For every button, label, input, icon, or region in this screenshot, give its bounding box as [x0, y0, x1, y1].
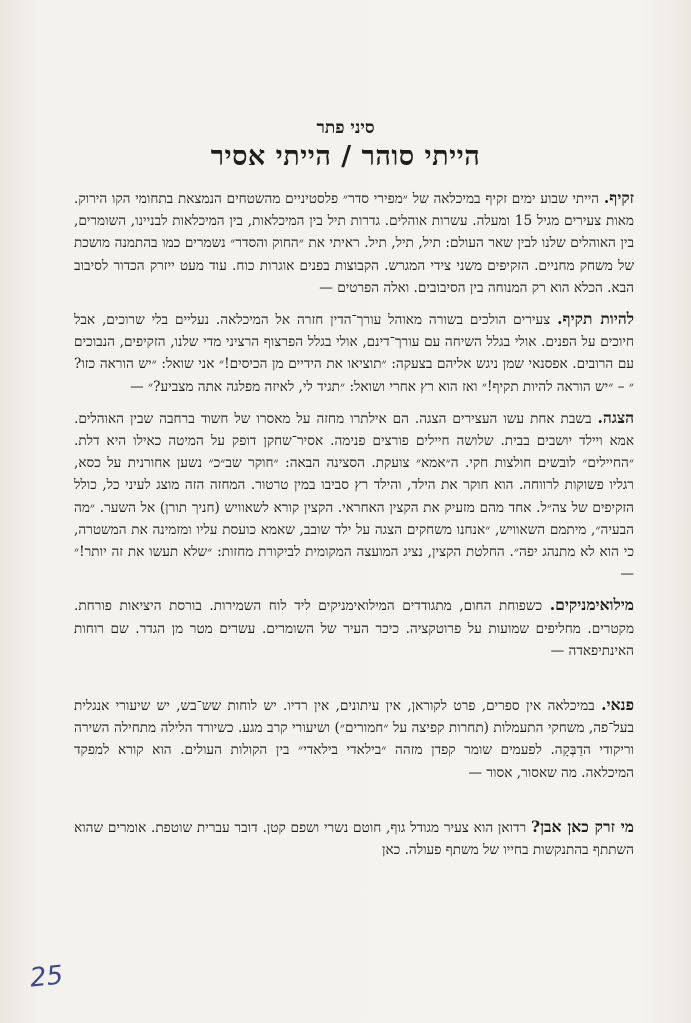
paragraph-text: בשבת אחת עשו העצירים הצגה. הם אילתרו מחזה על מאסרו של חשוד ברחבה שבין האוהלים. אמא ויילד יושבים בבית. שלושה חיילים פורצים פנימה. אסיר־שחקן דופק על המיטה כאילו היא דלת. ״החיילים״ לובשים חולצות חקי. ה״אמא״ צועקת. הסצינה הבאה: ״חוקר שב״כ״ נשען אחורנית על כסא, רגליו פשוקות לרווחה. הוא חוקר את הילד, והילד רץ סביבו במין טרטור. המחזה הזה מוצג לעיני כל, כולל הזקיפים של צה״ל. אחד מהם מזעיק את הקצין האחראי. הקצין קורא לשאוויש (חניך תורן) אל השער. ״מה הבעיה״, מיתמם השאוויש, ״אנחנו משחקים הצגה על ילד שובב, שאמא כועסת עליו ומזמינה את המשטרה, כי הוא לא מתנהג יפה״. החלטת הקצין, נציג המועצה המקומית לביקורת מחזות: ״שלא תעשו את זה יותר!״ — [74, 410, 634, 583]
article-body [74, 187, 634, 870]
paragraph-guard [74, 187, 634, 299]
article-title: הייתי סוהר / הייתי אסיר [210, 141, 481, 172]
paragraph-text: הייתי שבוע ימים זקיף במיכלאה של ״מפירי סדר״ פלסטיניים מהשטחים הנמצאת בתחומי הקו הירוק. מאות צעירים מגיל 15 ומעלה. עשרות אוהלים. גדרות תיל בין המיכלאות, בין המיכלאות לבניינו, השומרים, בין האוהלים שלנו לבין שאר העולם: תיל, תיל, תיל. ראיתי את ״החוק והסדר״ נשמרים כמו בהתמנה מושכת של משחק מחניים. הזקיפים משני צידי המגרש. הקבוצות בפנים אוגרות כוח. עוד מעט ייזרק הכדור לסיבוב הבא. הכלא הוא רק המנוחה בין הסיבובים. ואלה הפרטים — [74, 191, 634, 296]
paragraph-heading: זקיף. [603, 188, 634, 207]
paragraph-text: כשפוחת החום, מתגודדים המילואימניקים ליד לוח השמירות. בורסת היציאות פורחת. מקטרים. מחליפים שמועות על פרוטקציה. כיכר העיר של השומרים. עשרים מטר מן הגדר. שם רוחות האינתיפאדה — [74, 598, 634, 659]
paragraph-stone [74, 816, 634, 861]
paragraph-text: במיכלאה אין ספרים, פרט לקוראן, אין עיתונים, אין רדיו. יש לוחות שש־בש, יש שיעורי אנגלית בעל־פה, משחקי התעמלות (תחרות קפיצה על ״חמורים״) ושיעורי קרב מגע. כשיורד הלילה מתחילה השירה וריקודי הדַבְּקָה. לפעמים שומר קפדן מזהה ״בילאדי בילאדי״ בין הקולות העולים. הוא קורא למפקד המיכלאה. מה שאסור, אסור — [74, 698, 634, 781]
paragraph-leisure [74, 694, 634, 784]
handwritten-page-number: 25 [28, 960, 65, 994]
paragraph-be-firm [74, 308, 634, 398]
paragraph-text: צעירים הולכים בשורה מאוהל עורך־הדין חזרה אל המיכלאה. נעליים בלי שרוכים, אבל חיוכים על הפנים. אולי בגלל השיחה עם עורך־דינם, אולי בגלל הפרצוף הרציני מדי שלנו, הזקיפים, הנבוכים עם הרובים. אפסנאי שמן ניגש אליהם בצעקה: ״תוציאו את הידיים מן הכיסים!״ אני שואל: ״יש הוראה כזו?״ – ״יש הוראה להיות תקיף!״ ואז הוא רץ אחרי ושואל: ״תגיד לי, לאיזה מפלגה אתה מצביע?״ — [74, 312, 634, 395]
paragraph-heading: פנאי. [601, 695, 634, 715]
paragraph-heading: מי זרק כאן אבן? [531, 816, 634, 836]
paragraph-play [74, 407, 634, 586]
author-name: סיני פתר [316, 118, 375, 138]
paragraph-heading: הצגה. [597, 407, 634, 427]
paragraph-reservists [74, 594, 634, 662]
paragraph-heading: להיות תקיף. [557, 309, 634, 329]
paragraph-text: רדואן הוא צעיר מגודל גוף, חוטם נשרי ושפם קטן. דובר עברית שוטפת. אומרים שהוא השתתף בהתנקשות בחייו של משתף פעולה. כאן [74, 819, 634, 859]
paragraph-heading: מילואימניקים. [549, 595, 634, 615]
